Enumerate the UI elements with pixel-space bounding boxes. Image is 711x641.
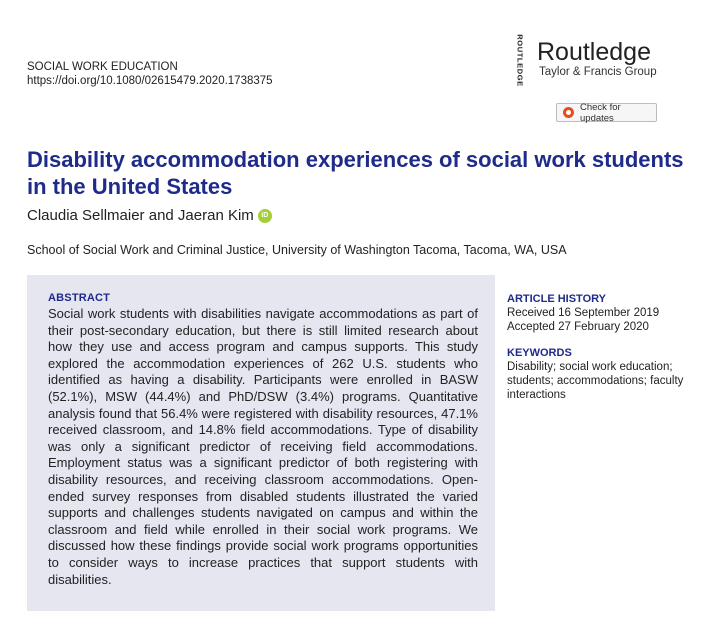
authors-line — [27, 207, 272, 224]
journal-name: SOCIAL WORK EDUCATION — [27, 61, 178, 73]
publisher-name: Routledge — [537, 38, 651, 66]
routledge-logo — [509, 33, 669, 87]
received-date: Received 16 September 2019 — [507, 307, 660, 319]
publisher-group: Taylor & Francis Group — [539, 66, 657, 78]
author-names: Claudia Sellmaier and Jaeran Kim — [27, 207, 254, 224]
orcid-icon[interactable]: iD — [258, 209, 272, 223]
check-for-updates-button[interactable] — [556, 103, 657, 122]
check-for-updates-label: Check for updates — [580, 101, 621, 124]
routledge-vertical-text: ROUTLEDGE — [515, 33, 525, 87]
accepted-date: Accepted 27 February 2020 — [507, 321, 649, 333]
article-sidebar — [507, 292, 687, 402]
keywords-list: Disability; social work education; students; accommodations; faculty interactions — [507, 361, 684, 401]
affiliation: School of Social Work and Criminal Justice, University of Washington Tacoma, Tacoma, WA, USA — [27, 243, 567, 257]
journal-doi[interactable]: https://doi.org/10.1080/02615479.2020.1738375 — [27, 75, 273, 87]
article-title: Disability accommodation experiences of social work students in the United States — [27, 147, 684, 199]
journal-header — [27, 60, 273, 88]
article-history-heading: ARTICLE HISTORY — [507, 293, 607, 305]
abstract-text: Social work students with disabilities navigate accommodations as part of their post-secondary education, but there is still limited research about how they use and access program and campus supports. This study explored the accommodation experiences of 262 U.S. students who identified as having a disability. Participants were enrolled in BASW (52.1%), MSW (44.4%) and PhD/DSW (3.4%) programs. Quantitative analysis found that 56.4% were registered with disability resources, 47.1% received classroom, and 14.8% field accommodations. Type of disability was only a significant predictor of receiving field accommodations. Employment status was a significant predictor of both registering with disability resources, and receiving classroom accommodations. Open-ended survey responses from disabled students illustrated the varied supports and challenges students navigated on campus and within the classroom and field while enrolled in their social work programs. We discussed how these findings provide social work programs opportunities to consider ways to increase practices that support students with disabilities. — [48, 306, 478, 587]
keywords-heading: KEYWORDS — [507, 347, 572, 359]
abstract-heading: ABSTRACT — [48, 292, 111, 304]
crossmark-icon — [563, 107, 574, 118]
routledge-vertical-mark — [511, 33, 529, 87]
